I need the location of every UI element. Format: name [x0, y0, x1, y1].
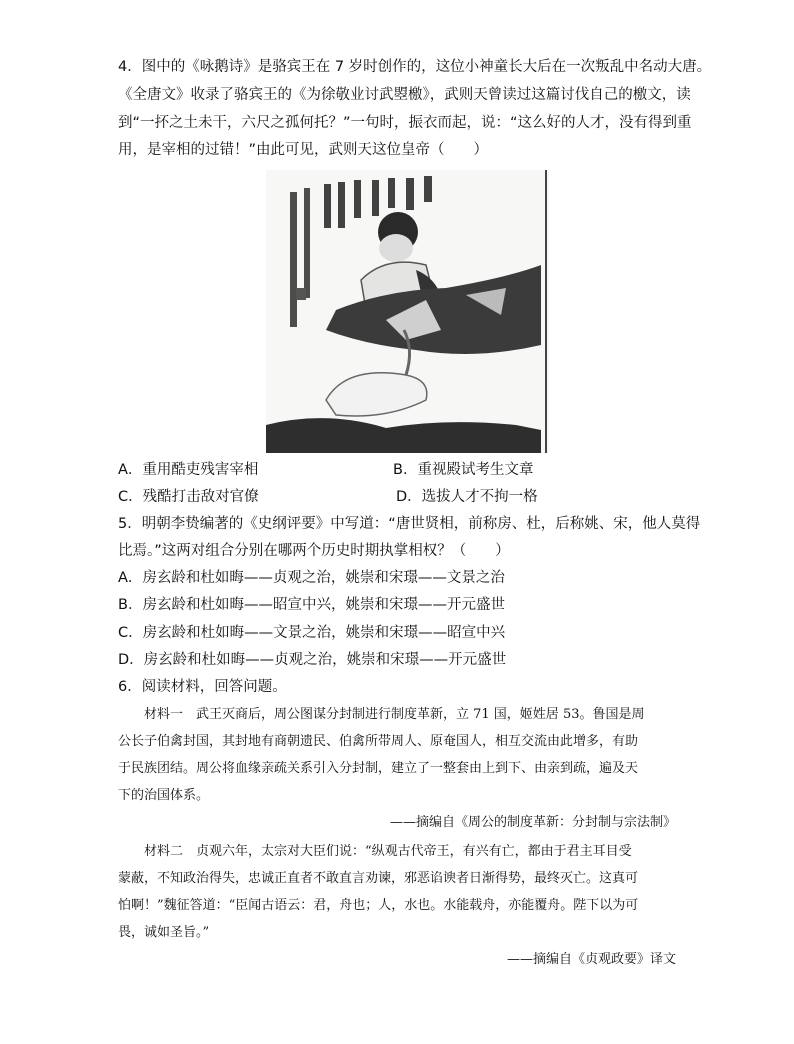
q4-option-a[interactable]: A．重用酷吏残害宰相	[118, 462, 259, 478]
q4-line-4: 用，是宰相的过错！”由此可见，武则天这位皇帝（ ）	[118, 142, 489, 158]
material2-line: 怕啊！”魏征答道：“臣闻古语云：君，舟也；人，水也。水能载舟，亦能覆舟。陛下以为可	[118, 898, 639, 913]
q4-line-3: 到“一抔之土未干，六尺之孤何托？”一句时，振衣而起，说：“这么好的人才，没有得到重	[118, 115, 692, 131]
q4-option-d[interactable]: D．选拔人才不拘一格	[396, 489, 538, 505]
q5-option-c[interactable]: C．房玄龄和杜如晦——文景之治，姚崇和宋璟——昭宣中兴	[118, 625, 506, 641]
q5-option-a[interactable]: A．房玄龄和杜如晦——贞观之治，姚崇和宋璟——文景之治	[118, 570, 505, 586]
material1-source: ——摘编自《周公的制度革新：分封制与宗法制》	[389, 815, 676, 830]
q4-options-row-2	[118, 487, 678, 507]
q6-title: 6．阅读材料，回答问题。	[118, 679, 287, 695]
q5-line-2: 比焉。”这两对组合分别在哪两个历史时期执掌相权？（ ）	[118, 543, 510, 559]
material1-line: 下的治国体系。	[118, 788, 210, 803]
material1-line: 公长子伯禽封国，其封地有商朝遗民、伯禽所带周人、原奄国人，相互交流由此增多，有助	[118, 734, 639, 749]
q4-line-2: 《全唐文》收录了骆宾王的《为徐敬业讨武曌檄》，武则天曾读过这篇讨伐自己的檄文，读	[118, 87, 691, 103]
q5-option-b[interactable]: B．房玄龄和杜如晦——昭宣中兴，姚崇和宋璟——开元盛世	[118, 597, 505, 613]
material1-line: 材料一 武王灭商后，周公图谋分封制进行制度革新，立 71 国，姬姓居 53。鲁国是周	[118, 707, 645, 722]
q4-option-b[interactable]: B．重视殿试考生文章	[393, 462, 534, 478]
material2-line: 蒙蔽，不知政治得失，忠诚正直者不敢直言劝谏，邪恶谄谀者日渐得势，最终灭亡。这真可	[118, 871, 639, 886]
q4-option-c[interactable]: C．残酷打击敌对官僚	[118, 489, 259, 505]
ink-painting-boy-with-goose-icon	[266, 170, 549, 453]
material1-line: 于民族团结。周公将血缘亲疏关系引入分封制，建立了一整套由上到下、由亲到疏，遍及天	[118, 761, 639, 776]
material2-line: 畏，诚如圣旨。”	[118, 925, 210, 940]
q4-line-1: 4．图中的《咏鹅诗》是骆宾王在 7 岁时创作的，这位小神童长大后在一次叛乱中名动大唐。	[118, 59, 712, 75]
q5-option-d[interactable]: D．房玄龄和杜如晦——贞观之治，姚崇和宋璟——开元盛世	[118, 652, 507, 668]
material2-source: ——摘编自《贞观政要》译文	[506, 952, 676, 967]
q4-options-row-1	[118, 460, 678, 480]
material2-line: 材料二 贞观六年，太宗对大臣们说：“纵观古代帝王，有兴有亡，都由于君主耳目受	[118, 844, 632, 859]
q5-line-1: 5．明朝李贽编著的《史纲评要》中写道：“唐世贤相，前称房、杜，后称姚、宋，他人莫得	[118, 516, 701, 532]
